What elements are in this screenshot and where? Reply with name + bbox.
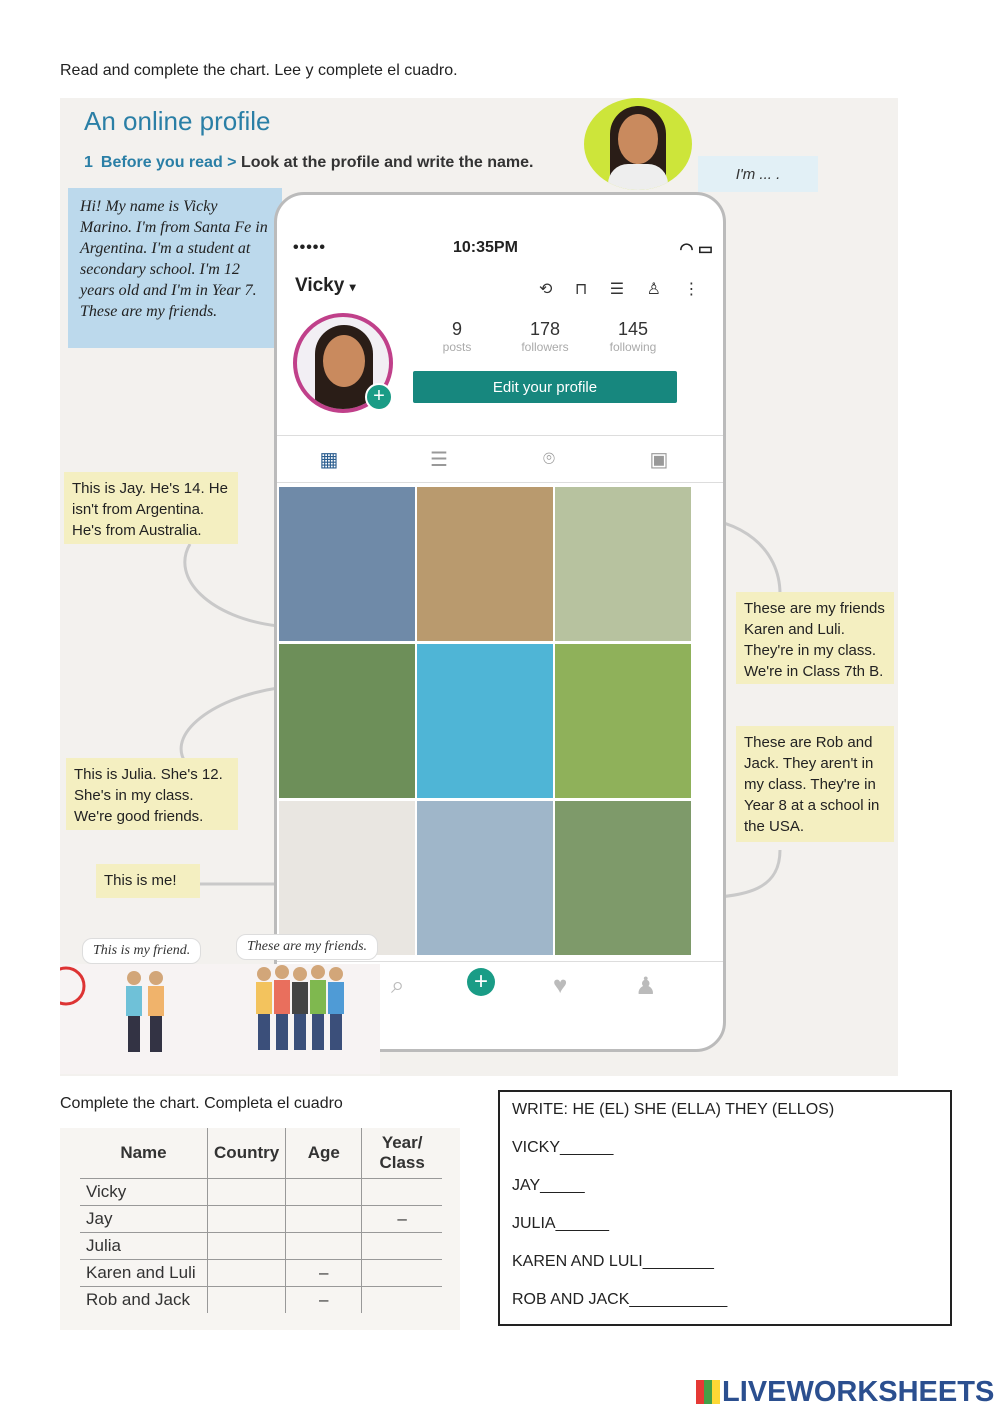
liveworksheets-logo	[696, 1376, 994, 1409]
add-story-icon[interactable]: +	[365, 383, 393, 411]
task-lead: Before you read >	[100, 154, 237, 171]
chart-answer-cell[interactable]	[362, 1287, 442, 1314]
chart-answer-cell[interactable]: –	[286, 1287, 362, 1314]
signal-icon: •••••	[293, 239, 327, 256]
chart-answer-cell[interactable]: –	[362, 1206, 442, 1233]
posts-count: 9	[451, 319, 462, 339]
followers-label: followers	[521, 340, 569, 354]
chart-name-cell: Rob and Jack	[80, 1287, 207, 1314]
following-count: 145	[617, 319, 649, 339]
list-view-tab[interactable]: ☰	[430, 448, 448, 471]
chart-name-cell: Jay	[80, 1206, 207, 1233]
chart-name-cell: Julia	[80, 1233, 207, 1260]
task-number: 1	[84, 154, 93, 171]
logo-icon	[696, 1380, 720, 1404]
stat-following[interactable]	[593, 319, 673, 354]
chart-answer-cell[interactable]	[207, 1287, 285, 1314]
phone-mockup	[274, 192, 726, 1052]
completion-chart	[60, 1128, 460, 1330]
textbook-page	[60, 98, 898, 1076]
chart-answer-cell[interactable]: –	[286, 1260, 362, 1287]
chart-answer-cell[interactable]	[362, 1179, 442, 1206]
posts-label: posts	[442, 340, 472, 354]
logo-text: LIVEWORKSHEETS	[722, 1376, 995, 1408]
battery-wifi-icon: ◠ ▭	[679, 241, 713, 258]
add-post-icon[interactable]: +	[467, 968, 495, 996]
profile-icon[interactable]: ♟	[635, 973, 657, 1000]
chart-answer-cell[interactable]	[362, 1260, 442, 1287]
chart-header-row	[80, 1128, 442, 1179]
photo-julia[interactable]	[279, 644, 415, 798]
heart-icon[interactable]: ♥	[553, 972, 568, 999]
profile-username[interactable]	[295, 275, 356, 297]
location-tab[interactable]: ⌾	[543, 447, 555, 470]
chart-answer-cell[interactable]	[286, 1206, 362, 1233]
chart-answer-cell[interactable]	[207, 1206, 285, 1233]
task-text: Look at the profile and write the name.	[240, 154, 534, 171]
speech-bubble-im: I'm ... .	[698, 156, 818, 192]
chart-name-cell: Vicky	[80, 1179, 207, 1206]
chart-answer-cell[interactable]	[207, 1233, 285, 1260]
chart-answer-cell[interactable]	[362, 1233, 442, 1260]
header-year-class: Year/ Class	[362, 1128, 442, 1179]
chart-answer-cell[interactable]	[207, 1179, 285, 1206]
grid-view-tab[interactable]: ▦	[319, 448, 339, 471]
friends-illustration	[60, 964, 380, 1074]
write-line-julia[interactable]: JULIA______	[512, 1215, 609, 1232]
chart-answer-cell[interactable]	[286, 1233, 362, 1260]
stat-posts	[417, 319, 497, 354]
followers-count: 178	[529, 319, 561, 339]
photo-bicycle[interactable]	[555, 644, 691, 798]
instructions: Read and complete the chart. Lee y complete el cuadro.	[60, 62, 458, 79]
photo-ski[interactable]	[417, 801, 553, 955]
profile-toolbar-icons[interactable]: ⟲ ⊓ ☰ ♙ ⋮	[539, 281, 709, 298]
photo-rob-jack[interactable]	[555, 801, 691, 955]
chart-row	[80, 1233, 442, 1260]
chart-row	[80, 1260, 442, 1287]
stat-followers[interactable]	[505, 319, 585, 354]
bubble-this-is-my-friend: This is my friend.	[82, 938, 201, 964]
clock: 10:35PM	[453, 239, 518, 256]
header-country: Country	[207, 1128, 285, 1179]
chart-row	[80, 1179, 442, 1206]
chart-answer-cell[interactable]	[207, 1260, 285, 1287]
search-icon[interactable]: ⌕	[391, 972, 405, 999]
write-line-karen-luli[interactable]: KAREN AND LULI________	[512, 1253, 714, 1270]
note-karen-luli: These are my friends Karen and Luli. They're in my class. We're in Class 7th B.	[736, 592, 894, 684]
chart-caption: Complete the chart. Completa el cuadro	[60, 1095, 343, 1112]
photo-jay[interactable]	[279, 487, 415, 641]
photo-beach[interactable]	[417, 644, 553, 798]
intro-note: Hi! My name is Vicky Marino. I'm from Santa Fe in Argentina. I'm a student at secondary school. I'm 12 years old and I'm in Year 7. These are my friends.	[68, 188, 282, 348]
chart-name-cell: Karen and Luli	[80, 1260, 207, 1287]
tagged-tab[interactable]: ▣	[649, 448, 669, 471]
profile-tabs	[277, 435, 723, 483]
edit-profile-button[interactable]: Edit your profile	[413, 371, 677, 403]
header-age: Age	[286, 1128, 362, 1179]
write-box-title: WRITE: HE (EL) SHE (ELLA) THEY (ELLOS)	[512, 1101, 835, 1118]
chevron-down-icon: ▾	[349, 280, 356, 294]
bubble-these-are-my-friends: These are my friends.	[236, 934, 378, 960]
chart-row	[80, 1206, 442, 1233]
chart-table	[80, 1128, 442, 1313]
photo-dog[interactable]	[417, 487, 553, 641]
username-text: Vicky	[295, 275, 345, 296]
note-rob-jack: These are Rob and Jack. They aren't in my class. They're in Year 8 at a school in the USA.	[736, 726, 894, 842]
photo-vicky[interactable]	[279, 801, 415, 955]
header-name: Name	[120, 1143, 167, 1162]
write-line-vicky[interactable]: VICKY______	[512, 1139, 614, 1156]
write-line-rob-jack[interactable]: ROB AND JACK___________	[512, 1291, 728, 1308]
photo-karen-luli[interactable]	[555, 487, 691, 641]
note-julia: This is Julia. She's 12. She's in my class. We're good friends.	[66, 758, 238, 830]
write-line-jay[interactable]: JAY_____	[512, 1177, 585, 1194]
note-me: This is me!	[96, 864, 200, 898]
write-pronouns-box	[498, 1090, 952, 1326]
chart-answer-cell[interactable]	[286, 1179, 362, 1206]
chart-row	[80, 1287, 442, 1314]
note-jay: This is Jay. He's 14. He isn't from Argentina. He's from Australia.	[64, 472, 238, 544]
following-label: following	[609, 340, 657, 354]
section-title: An online profile	[84, 106, 271, 136]
